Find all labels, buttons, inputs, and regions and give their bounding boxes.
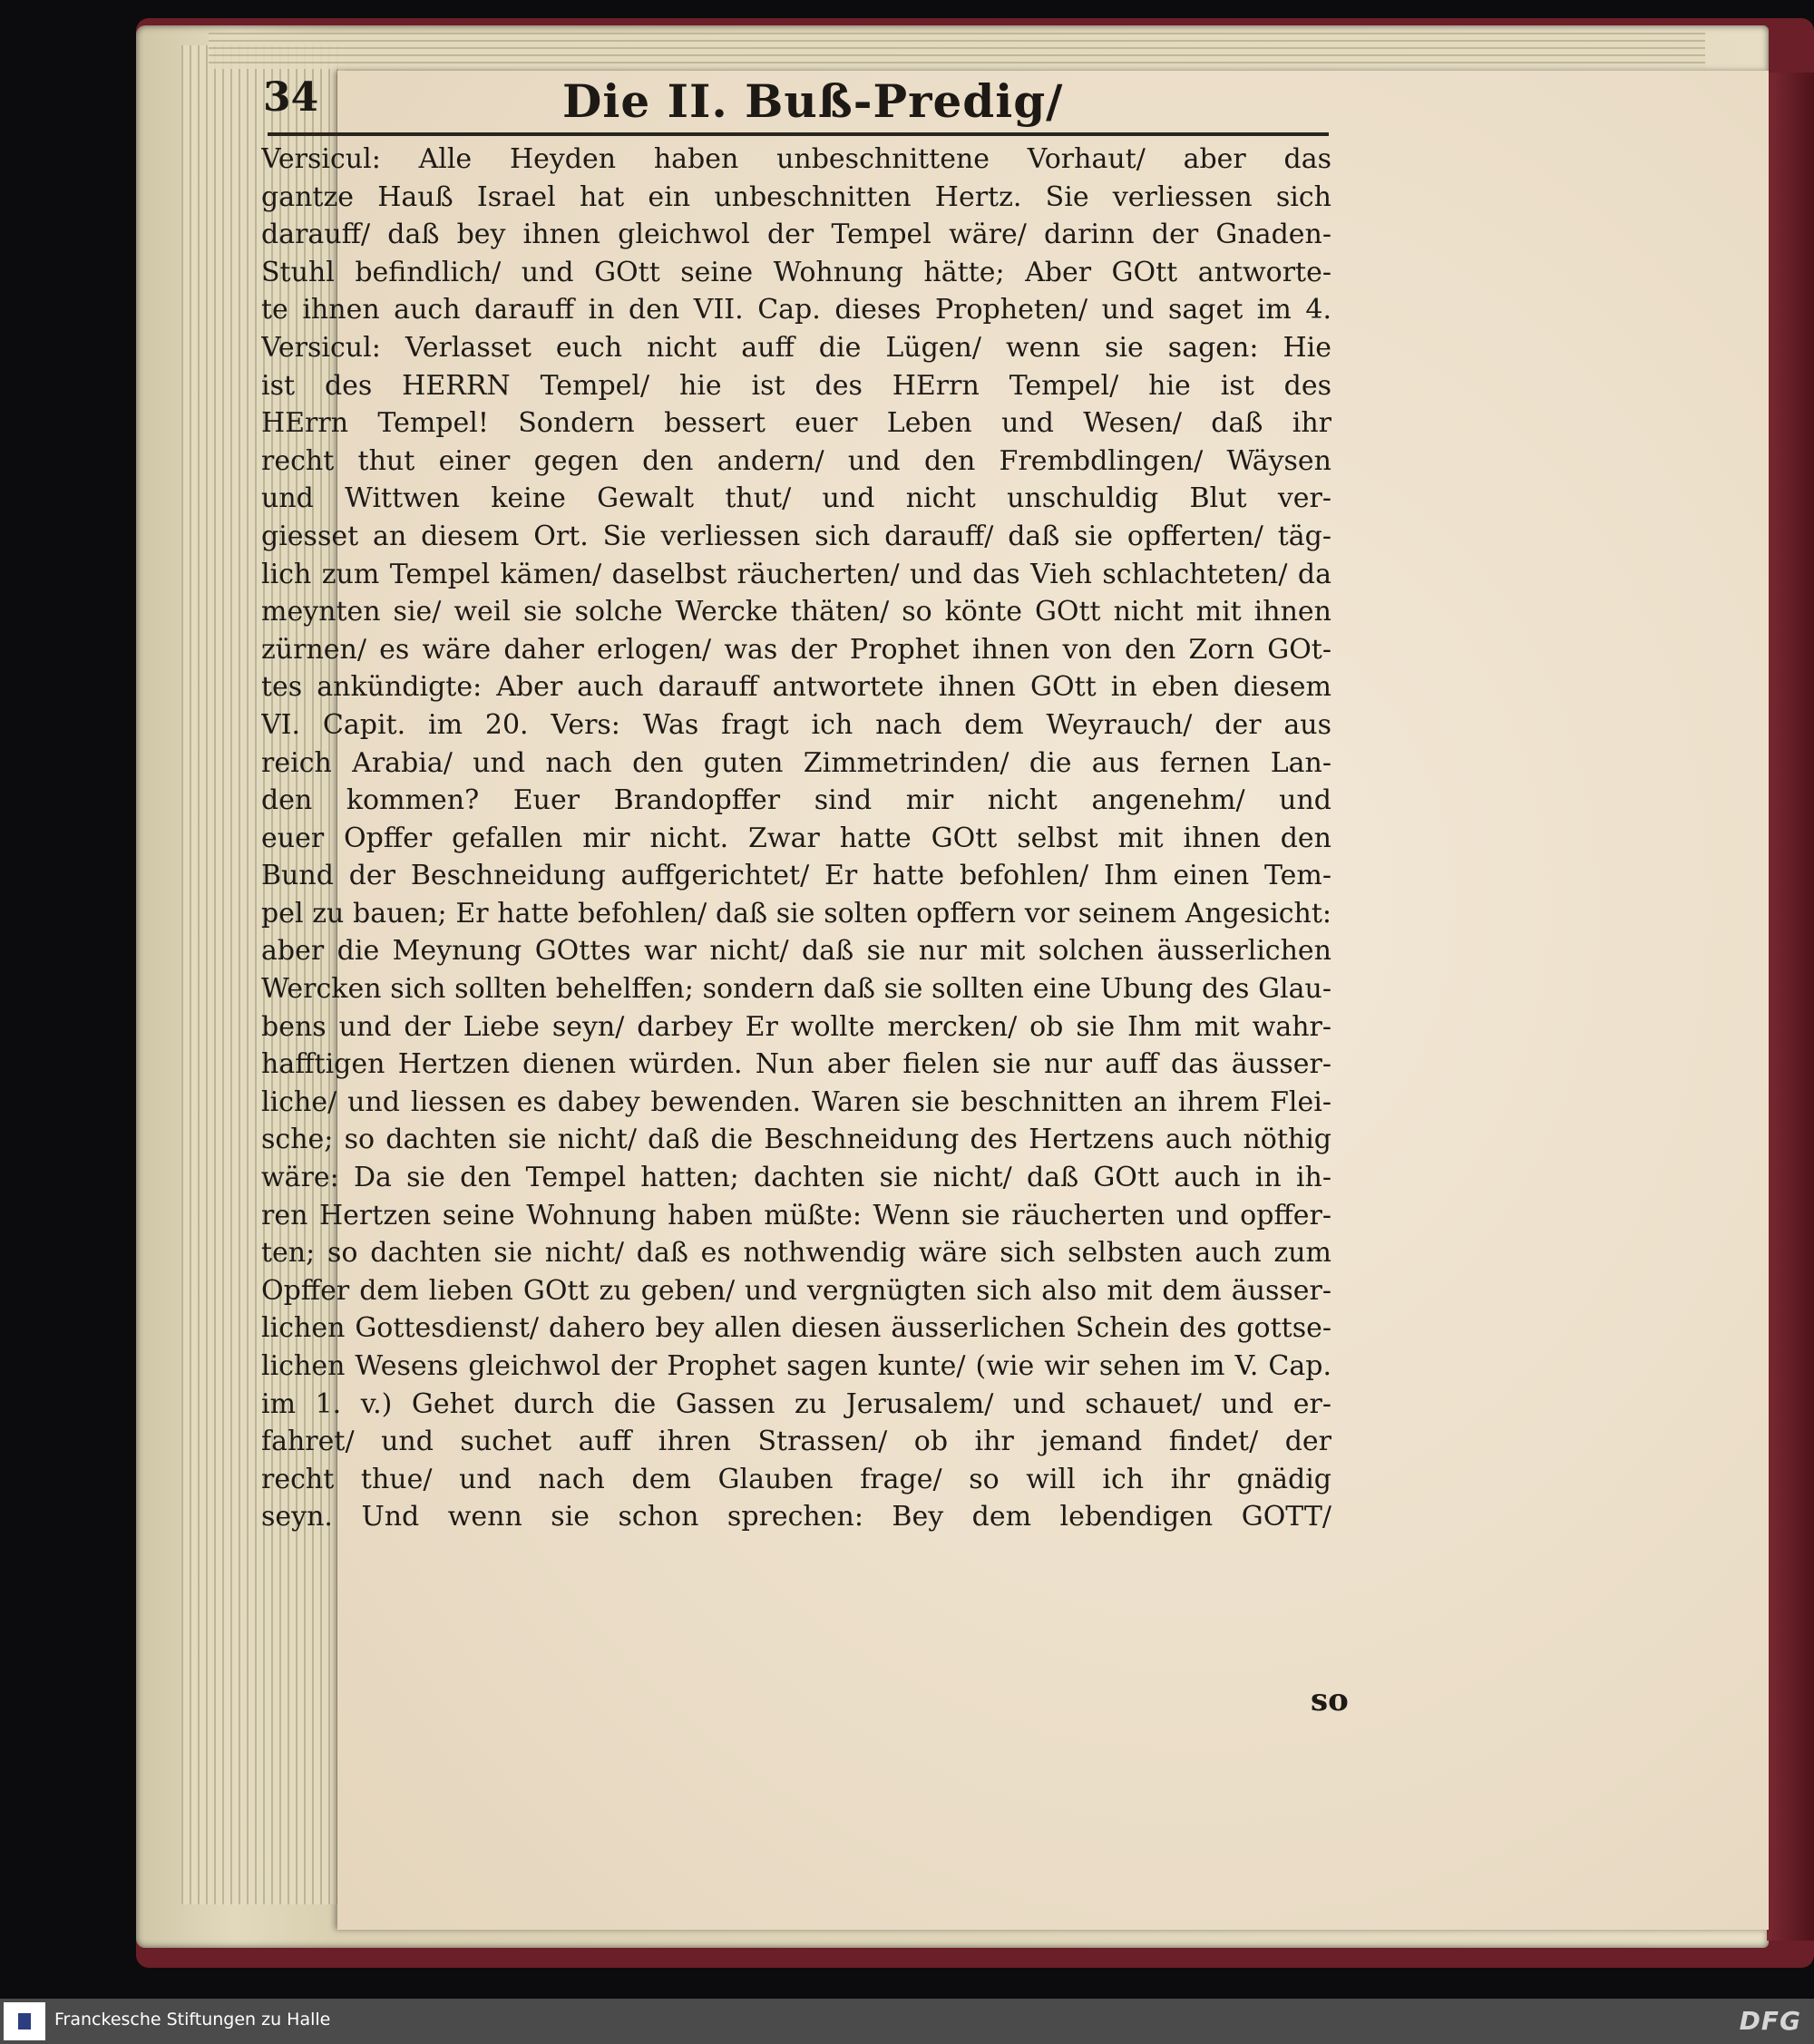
institution-logo bbox=[4, 2002, 45, 2040]
text-line: euer Opffer gefallen mir nicht. Zwar hatte GOtt selbst mit ihnen den bbox=[261, 822, 1331, 854]
text-line: gantze Hauß Israel hat ein unbeschnitten Hertz. Sie verliessen sich bbox=[261, 180, 1331, 213]
text-line: lich zum Tempel kämen/ daselbst räucherten/ und das Vieh schlachteten/ da bbox=[261, 558, 1331, 590]
text-line: Wercken sich sollten behelffen; sondern daß sie sollten eine Ubung des Glau- bbox=[261, 973, 1331, 1006]
page-edges-top bbox=[209, 33, 1705, 69]
text-line: fahret/ und suchet auff ihren Strassen/ ob ihr jemand findet/ der bbox=[261, 1426, 1331, 1458]
text-line: HErrn Tempel! Sondern bessert euer Leben und Wesen/ daß ihr bbox=[261, 407, 1331, 440]
text-line: sche; so dachten sie nicht/ daß die Beschneidung des Hertzens auch nöthig bbox=[261, 1124, 1331, 1156]
text-line: te ihnen auch darauff in den VII. Cap. dieses Propheten/ und saget im 4. bbox=[261, 294, 1331, 326]
text-line: giesset an diesem Ort. Sie verliessen sich darauff/ daß sie opfferten/ täg- bbox=[261, 520, 1331, 552]
text-line: darauff/ daß bey ihnen gleichwol der Tempel wäre/ darinn der Gnaden- bbox=[261, 219, 1331, 251]
text-line: bens und der Liebe seyn/ darbey Er wollte mercken/ ob sie Ihm mit wahr- bbox=[261, 1010, 1331, 1043]
text-line: Versicul: Verlasset euch nicht auff die Lügen/ wenn sie sagen: Hie bbox=[261, 331, 1331, 364]
text-line: liche/ und liessen es dabey bewenden. Waren sie beschnitten an ihrem Flei- bbox=[261, 1085, 1331, 1118]
text-line: recht thut einer gegen den andern/ und den Frembdlingen/ Wäysen bbox=[261, 444, 1331, 477]
body-text bbox=[261, 141, 1331, 1536]
text-line: im 1. v.) Gehet durch die Gassen zu Jerusalem/ und schauet/ und er- bbox=[261, 1387, 1331, 1420]
text-line: Versicul: Alle Heyden haben unbeschnittene Vorhaut/ aber das bbox=[261, 143, 1331, 175]
text-line: und Wittwen keine Gewalt thut/ und nicht unschuldig Blut ver- bbox=[261, 482, 1331, 515]
text-line: wäre: Da sie den Tempel hatten; dachten sie nicht/ daß GOtt auch in ih- bbox=[261, 1162, 1331, 1194]
text-line: aber die Meynung GOttes war nicht/ daß sie nur mit solchen äusserlichen bbox=[261, 935, 1331, 968]
dfg-logo: DFG bbox=[1739, 2006, 1801, 2036]
footer-bar bbox=[0, 1999, 1814, 2044]
text-line: meynten sie/ weil sie solche Wercke thäten/ so könte GOtt nicht mit ihnen bbox=[261, 596, 1331, 628]
cover-edge-right bbox=[1767, 73, 1814, 1941]
text-line: hafftigen Hertzen dienen würden. Nun aber fielen sie nur auff das äusser- bbox=[261, 1048, 1331, 1081]
text-line: VI. Capit. im 20. Vers: Was fragt ich nach dem Weyrauch/ der aus bbox=[261, 708, 1331, 741]
text-line: seyn. Und wenn sie schon sprechen: Bey dem lebendigen GOTT/ bbox=[261, 1501, 1331, 1533]
text-line: recht thue/ und nach dem Glauben frage/ so will ich ihr gnädig bbox=[261, 1463, 1331, 1495]
logo-icon bbox=[18, 2013, 31, 2029]
text-line: zürnen/ es wäre daher erlogen/ was der Prophet ihnen von den Zorn GOt- bbox=[261, 633, 1331, 666]
page-number: 34 bbox=[263, 74, 319, 121]
catchword: so bbox=[1311, 1682, 1349, 1718]
text-line: lichen Wesens gleichwol der Prophet sagen kunte/ (wie wir sehen im V. Cap. bbox=[261, 1350, 1331, 1382]
text-line: lichen Gottesdienst/ dahero bey allen diesen äusserlichen Schein des gottse- bbox=[261, 1312, 1331, 1345]
text-line: ist des HERRN Tempel/ hie ist des HErrn Tempel/ hie ist des bbox=[261, 369, 1331, 402]
text-line: ten; so dachten sie nicht/ daß es nothwendig wäre sich selbsten auch zum bbox=[261, 1237, 1331, 1270]
text-line: Bund der Beschneidung auffgerichtet/ Er hatte befohlen/ Ihm einen Tem- bbox=[261, 860, 1331, 892]
text-line: Stuhl befindlich/ und GOtt seine Wohnung hätte; Aber GOtt antworte- bbox=[261, 256, 1331, 288]
text-line: reich Arabia/ und nach den guten Zimmetrinden/ die aus fernen Lan- bbox=[261, 746, 1331, 779]
running-title: Die II. Buß-Predig/ bbox=[562, 74, 1064, 128]
text-line: pel zu bauen; Er hatte befohlen/ daß sie solten opffern vor seinem Angesicht: bbox=[261, 897, 1331, 930]
text-line: den kommen? Euer Brandopffer sind mir nicht angenehm/ und bbox=[261, 784, 1331, 817]
institution-name: Franckesche Stiftungen zu Halle bbox=[54, 2010, 331, 2029]
header-rule bbox=[268, 132, 1329, 136]
text-line: Opffer dem lieben GOtt zu geben/ und vergnügten sich also mit dem äusser- bbox=[261, 1274, 1331, 1307]
text-line: tes ankündigte: Aber auch darauff antwortete ihnen GOtt in eben diesem bbox=[261, 671, 1331, 704]
text-line: ren Hertzen seine Wohnung haben müßte: Wenn sie räucherten und opffer- bbox=[261, 1199, 1331, 1231]
